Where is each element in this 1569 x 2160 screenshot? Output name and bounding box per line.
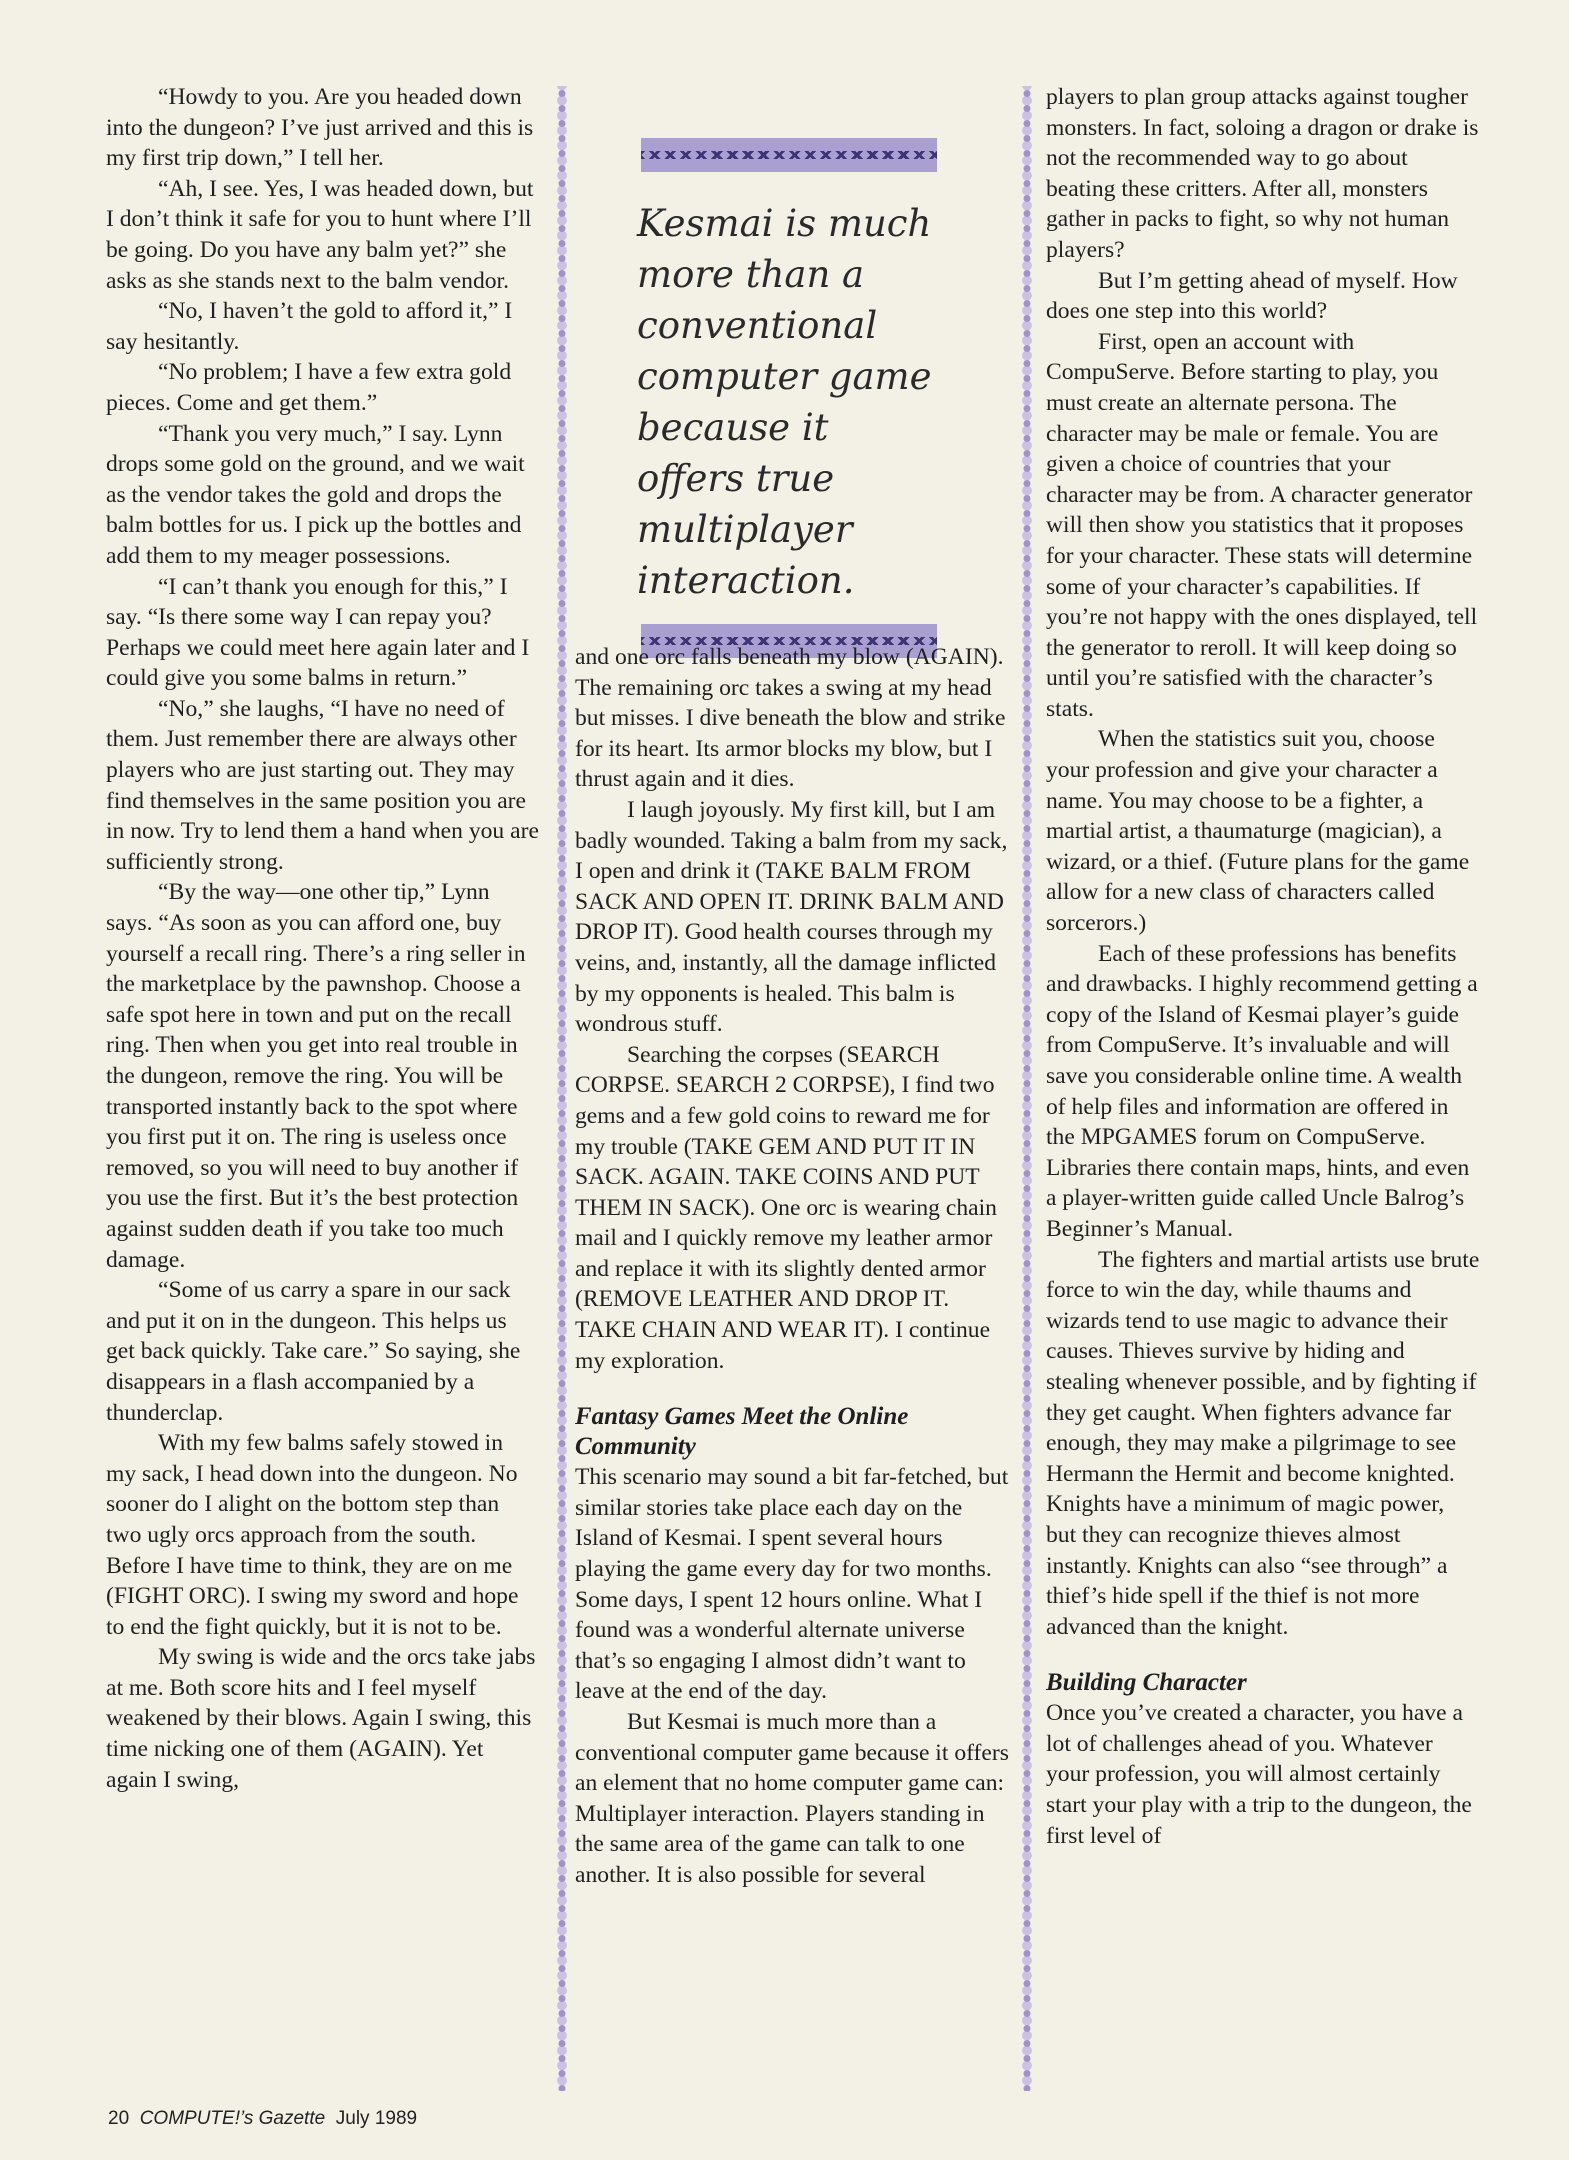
paragraph: This scenario may sound a bit far-fetched, but similar stories take place each day on the Island of Kesmai. I spent several hours playing the game every day for two months. Some days, I spent 12 hours online. What I found was a wonderful alternate universe that’s so engaging I almost didn’t want to leave at the end of the day.	[575, 1464, 1009, 1705]
paragraph: “By the way—one other tip,” Lynn says. “As soon as you can afford one, buy yourself a recall ring. There’s a ring seller in the marketplace by the pawnshop. Choose a safe spot here in town and put on the recall ring. Then when you get into real trouble in the dungeon, remove the ring. You will be transported instantly back to the spot where you first put it on. The ring is useless once removed, so you will need to buy another if you use the first. But it’s the best protection against sudden death if you take too much damage.	[106, 879, 526, 1273]
paragraph: “Thank you very much,” I say. Lynn drops some gold on the ground, and we wait as the vendor takes the gold and drops the balm bottles for us. I pick up the bottles and add them to my meager possessions.	[106, 420, 525, 569]
article-column-1	[106, 82, 539, 1795]
paragraph: When the statistics suit you, choose your profession and give your character a name. You may choose to be a fighter, a martial artist, a thaumaturge (magician), a wizard, or a thief. (Future plans for the game allow for a new class of characters called sorcerors.)	[1046, 726, 1470, 937]
decorative-column-rule	[553, 86, 571, 2091]
paragraph: But I’m getting ahead of myself. How does one step into this world?	[1046, 267, 1458, 325]
paragraph: Once you’ve created a character, you have a lot of challenges ahead of you. Whatever your profession, you will almost certainly start your play with a trip to the dungeon, the first level of	[1046, 1700, 1472, 1849]
paragraph: Searching the corpses (SEARCH CORPSE. SEARCH 2 CORPSE), I find two gems and a few gold coins to reward me for my trouble (TAKE GEM AND PUT IT IN SACK. AGAIN. TAKE COINS AND PUT THEM IN SACK). One orc is wearing chain mail and I quickly remove my leather armor and replace it with its slightly dented armor (REMOVE LEATHER AND DROP IT. TAKE CHAIN AND WEAR IT). I continue my exploration.	[575, 1041, 997, 1374]
paragraph: players to plan group attacks against tougher monsters. In fact, soloing a dragon or drake is not the recommended way to go about beating these critters. After all, monsters gather in packs to fight, so why not human players?	[1046, 84, 1479, 263]
publication-name: COMPUTE!’s Gazette	[139, 2108, 326, 2129]
paragraph: I laugh joyously. My first kill, but I am badly wounded. Taking a balm from my sack, I open and drink it (TAKE BALM FROM SACK AND OPEN IT. DRINK BALM AND DROP IT). Good health courses through my veins, and, instantly, all the damage inflicted by my opponents is healed. This balm is wondrous stuff.	[575, 796, 1008, 1038]
paragraph: “Ah, I see. Yes, I was headed down, but I don’t think it safe for you to hunt where I’ll be going. Do you have any balm yet?” she asks as she stands next to the balm vendor.	[106, 175, 534, 294]
paragraph: “Howdy to you. Are you headed down into the dungeon? I’ve just arrived and this is my first trip down,” I tell her.	[106, 84, 534, 172]
paragraph: But Kesmai is much more than a conventional computer game because it offers an element that no home computer game can: Multiplayer interaction. Players standing in the same area of the game can talk to one another. It is also possible for several	[575, 1709, 1009, 1888]
decorative-column-rule	[1018, 86, 1036, 2091]
section-heading: Building Character	[1046, 1669, 1247, 1697]
page-footer	[108, 2108, 417, 2130]
paragraph: “Some of us carry a spare in our sack and put it on in the dungeon. This helps us get back quickly. Take care.” So saying, she disappears in a flash accompanied by a thunderclap.	[106, 1277, 521, 1426]
paragraph: The fighters and martial artists use brute force to win the day, while thaums and wizards tend to use magic to advance their causes. Thieves survive by hiding and stealing whenever possible, and by fighting if they get caught. When fighters advance far enough, they may make a pilgrimage to see Hermann the Hermit and become knighted. Knights have a minimum of magic power, but they can recognize thieves almost instantly. Knights can also “see through” a thief’s hide spell if the thief is not more advanced than the knight.	[1046, 1246, 1480, 1640]
paragraph: With my few balms safely stowed in my sack, I head down into the dungeon. No sooner do I alight on the bottom step than two ugly orcs approach from the south. Before I have time to think, they are on me (FIGHT ORC). I swing my sword and hope to end the fight quickly, but it is not to be.	[106, 1430, 519, 1640]
paragraph: Each of these professions has benefits and drawbacks. I highly recommend getting a copy of the Island of Kesmai player’s guide from CompuServe. It’s invaluable and will save you considerable online time. A wealth of help files and information are offered in the MPGAMES forum on CompuServe. Libraries there contain maps, hints, and even a player-written guide called Uncle Balrog’s Beginner’s Manual.	[1046, 940, 1478, 1242]
paragraph: and one orc falls beneath my blow (AGAIN). The remaining orc takes a swing at my head but misses. I dive beneath the blow and strike for its heart. Its armor blocks my blow, but I thrust again and it dies.	[575, 644, 1006, 793]
article-column-3	[1046, 82, 1480, 1851]
page-number: 20	[108, 2108, 130, 2129]
pull-quote-text: Kesmai is much more than a conventional computer game because it offers true multiplayer interaction.	[637, 202, 932, 602]
issue-date: July 1989	[335, 2108, 418, 2129]
paragraph: “No,” she laughs, “I have no need of them. Just remember there are always other players who are just starting out. They may find themselves in the same position you are in now. Try to lend them a hand when you are sufficiently strong.	[106, 695, 539, 875]
section-heading: Fantasy Games Meet the Online Community	[575, 1403, 909, 1461]
pull-quote	[637, 138, 942, 608]
paragraph: First, open an account with CompuServe. Before starting to play, you must create an alternate persona. The character may be male or female. You are given a choice of countries that your character may be from. A character generator will then show you statistics that it proposes for your character. These stats will determine some of your character’s capabilities. If you’re not happy with the ones displayed, tell the generator to reroll. It will keep doing so until you’re satisfied with the character’s stats.	[1046, 328, 1478, 722]
paragraph: “No, I haven’t the gold to afford it,” I say hesitantly.	[106, 298, 513, 355]
paragraph: “I can’t thank you enough for this,” I say. “Is there some way I can repay you? Perhaps we could meet here again later and I could give you some balms in return.”	[106, 573, 530, 692]
paragraph: “No problem; I have a few extra gold pieces. Come and get them.”	[106, 359, 512, 416]
paragraph: My swing is wide and the orcs take jabs at me. Both score hits and I feel myself weakened by their blows. Again I swing, this time nicking one of them (AGAIN). Yet again I swing,	[106, 1644, 536, 1793]
pull-quote-top-bar	[641, 138, 937, 172]
